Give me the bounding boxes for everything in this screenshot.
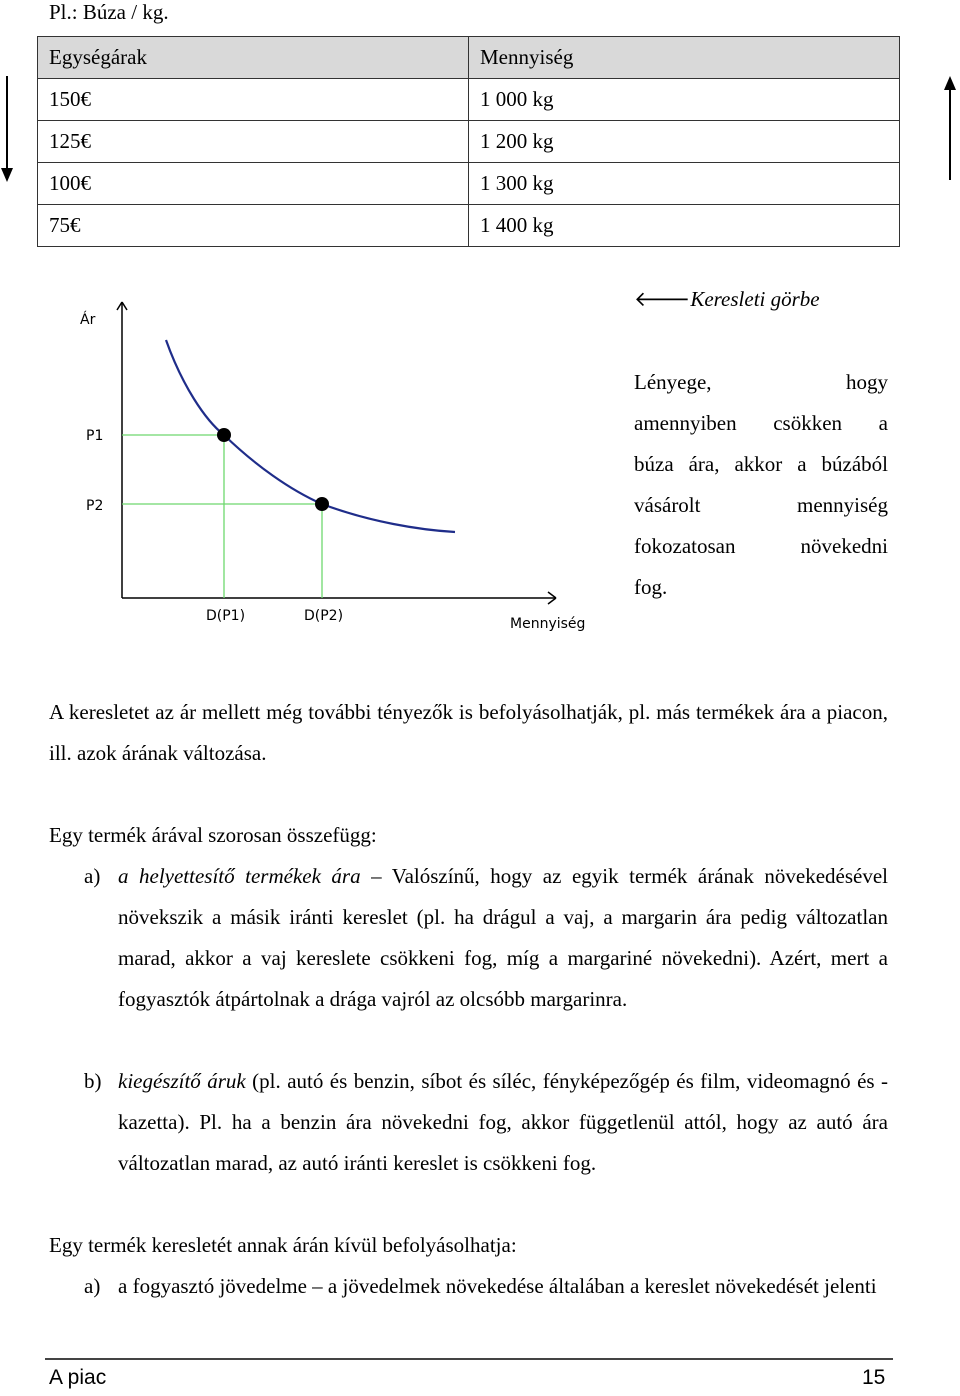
list-item-text: – Valószínű, hogy az egyik termék árának növekedésével növekszik a másik iránti kereslet (pl. ha drágul a vaj, a margarin ára pedig változatlan marad, akkor a vaj kereslete csökkeni fog, míg a margariné növekedni). Azért, mert a fogyasztók átpártolnak a drága vajról az olcsóbb margarinra. xyxy=(118,864,888,1011)
footer-chapter: A piac xyxy=(49,1366,107,1389)
x-axis-label: Mennyiség xyxy=(510,616,586,632)
side-line: vásárolt mennyiség xyxy=(634,493,888,517)
table-header-row xyxy=(38,37,900,79)
curve-title-text: Keresleti görbe xyxy=(690,287,820,311)
list-item-text: a fogyasztó jövedelme – a jövedelmek növekedése általában a kereslet növekedését jelenti xyxy=(118,1274,877,1298)
down-arrow-icon xyxy=(0,74,16,184)
table-row xyxy=(38,121,900,163)
point-p2 xyxy=(315,497,329,511)
y-axis-label: Ár xyxy=(80,312,96,328)
table-cell-quantity: 1 200 kg xyxy=(469,121,900,163)
table-cell-quantity: 1 000 kg xyxy=(469,79,900,121)
table-cell-price: 100€ xyxy=(38,163,469,205)
p1-label: P1 xyxy=(86,428,104,444)
x-axis-arrowhead xyxy=(548,592,556,598)
d2-label: D(P2) xyxy=(304,608,344,624)
x-axis-arrowhead xyxy=(548,598,556,604)
table-row xyxy=(38,163,900,205)
table-cell-price: 125€ xyxy=(38,121,469,163)
point-p1 xyxy=(217,428,231,442)
page-number: 15 xyxy=(862,1366,886,1389)
list-item-substitutes xyxy=(84,856,888,1020)
table-cell-price: 75€ xyxy=(38,205,469,247)
table-row xyxy=(38,205,900,247)
page-heading: Pl.: Búza / kg. xyxy=(49,0,169,24)
list-item-title: kiegészítő áruk xyxy=(118,1069,246,1093)
list-item-label: a) xyxy=(84,1274,101,1298)
side-line: Lényege, hogy xyxy=(634,370,888,394)
demand-curve-diagram xyxy=(70,300,600,640)
side-line: amennyiben csökken a xyxy=(634,411,888,435)
footer-divider xyxy=(45,1358,893,1360)
list-item-label: a) xyxy=(84,864,101,888)
side-explanation xyxy=(634,362,888,608)
d1-label: D(P1) xyxy=(206,608,246,624)
side-line: fog. xyxy=(634,575,668,599)
list-item-title: a helyettesítő termékek ára xyxy=(118,864,361,888)
demand-curve xyxy=(166,340,455,532)
paragraph-factors: A keresletet az ár mellett még további tényezők is befolyásolhatják, pl. más termékek ára a piacon, ill. azok árának változása. xyxy=(49,700,888,765)
table-row xyxy=(38,79,900,121)
curve-title xyxy=(634,287,820,312)
up-arrow-icon xyxy=(942,74,958,184)
list-item-complements xyxy=(84,1061,888,1184)
paragraph-intro-related: Egy termék árával szorosan összefügg: xyxy=(49,823,377,847)
table-cell-quantity: 1 400 kg xyxy=(469,205,900,247)
list-item-income xyxy=(84,1266,888,1307)
side-line: búza ára, akkor a búzából xyxy=(634,452,888,476)
price-quantity-table xyxy=(37,36,900,247)
side-line: fokozatosan növekedni xyxy=(634,534,888,558)
table-cell-price: 150€ xyxy=(38,79,469,121)
list-item-label: b) xyxy=(84,1069,102,1093)
table-cell-quantity: 1 300 kg xyxy=(469,163,900,205)
table-header-quantity: Mennyiség xyxy=(469,37,900,79)
table-header-price: Egységárak xyxy=(38,37,469,79)
left-arrow-icon: 🡐 xyxy=(634,287,691,311)
list-item-text: (pl. autó és benzin, síbot és síléc, fényképezőgép és film, videomagnó és - kazetta). Pl. ha a benzin ára növekedni fog, akkor függetlenül attól, hogy az autó ára változatlan marad, az autó iránti kereslet is csökkeni fog. xyxy=(118,1069,889,1175)
p2-label: P2 xyxy=(86,498,104,514)
paragraph-intro-other: Egy termék keresletét annak árán kívül befolyásolhatja: xyxy=(49,1233,517,1257)
